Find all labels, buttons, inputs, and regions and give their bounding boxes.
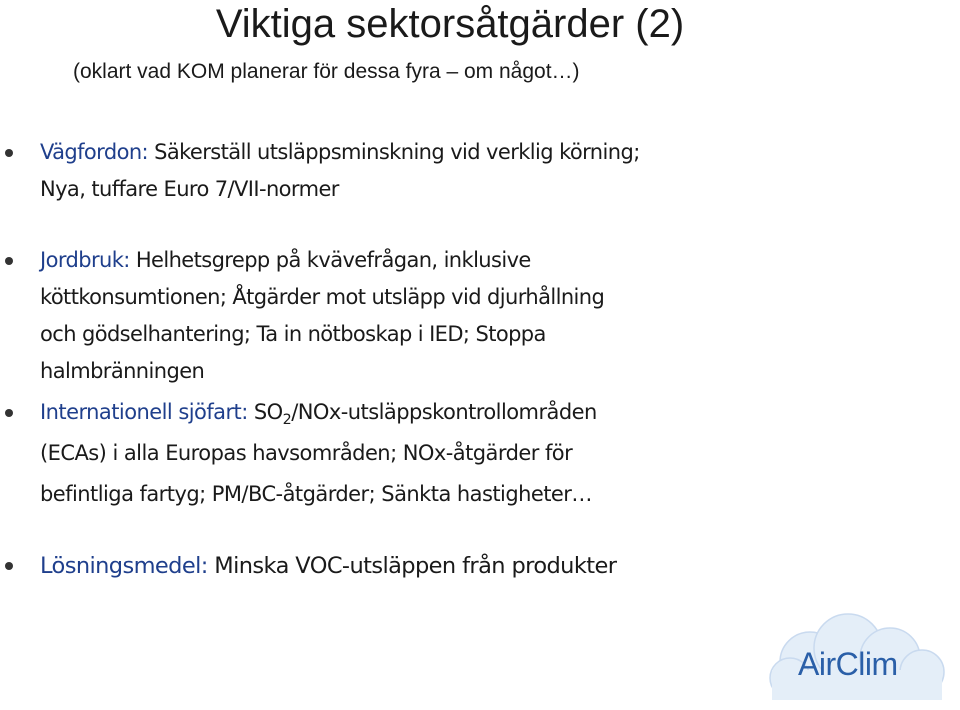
bullet-dot-icon bbox=[5, 257, 13, 265]
bullet-line: köttkonsumtionen; Åtgärder mot utsläpp vid djurhållning bbox=[40, 285, 605, 309]
bullet-text: SO bbox=[247, 400, 283, 424]
slide-title: Viktiga sektorsåtgärder (2) bbox=[215, 2, 685, 46]
bullet-dot-icon bbox=[5, 149, 13, 157]
bullet-dot-icon bbox=[5, 562, 13, 570]
bullet-line: befintliga fartyg; PM/BC-åtgärder; Sänkta hastigheter… bbox=[40, 482, 592, 506]
bullet-line: och gödselhantering; Ta in nötboskap i IED; Stoppa bbox=[40, 322, 546, 346]
bullet-label: Jordbruk: bbox=[40, 248, 130, 272]
bullet-jordbruk bbox=[40, 242, 940, 390]
bullet-vagfordon bbox=[40, 134, 940, 208]
bullet-losningsmedel bbox=[40, 546, 940, 586]
bullet-line: Nya, tuffare Euro 7/VII-normer bbox=[40, 177, 339, 201]
bullet-line: (ECAs) i alla Europas havsområden; NOx-åtgärder för bbox=[40, 441, 573, 465]
bullet-line bbox=[40, 242, 940, 279]
bullet-text: Helhetsgrepp på kvävefrågan, inklusive bbox=[129, 248, 531, 272]
bullet-line bbox=[40, 546, 940, 586]
bullet-list bbox=[40, 134, 940, 586]
subscript: 2 bbox=[282, 411, 292, 428]
bullet-text: Säkerställ utsläppsminskning vid verklig körning; bbox=[148, 140, 640, 164]
bullet-text: /NOx-utsläppskontrollområden bbox=[291, 400, 597, 424]
bullet-line bbox=[40, 392, 940, 433]
bullet-line bbox=[40, 134, 940, 171]
bullet-line: halmbränningen bbox=[40, 359, 205, 383]
logo-text: AirClim bbox=[798, 646, 898, 682]
bullet-label: Lösningsmedel: bbox=[40, 553, 208, 579]
bullet-sjofart bbox=[40, 392, 940, 515]
bullet-text: Minska VOC-utsläppen från produkter bbox=[207, 553, 617, 579]
slide-subtitle: (oklart vad KOM planerar för dessa fyra – om något…) bbox=[73, 60, 580, 83]
bullet-label: Internationell sjöfart: bbox=[40, 400, 248, 424]
bullet-label: Vägfordon: bbox=[40, 140, 149, 164]
airclim-logo bbox=[750, 610, 946, 702]
bullet-dot-icon bbox=[5, 409, 13, 417]
